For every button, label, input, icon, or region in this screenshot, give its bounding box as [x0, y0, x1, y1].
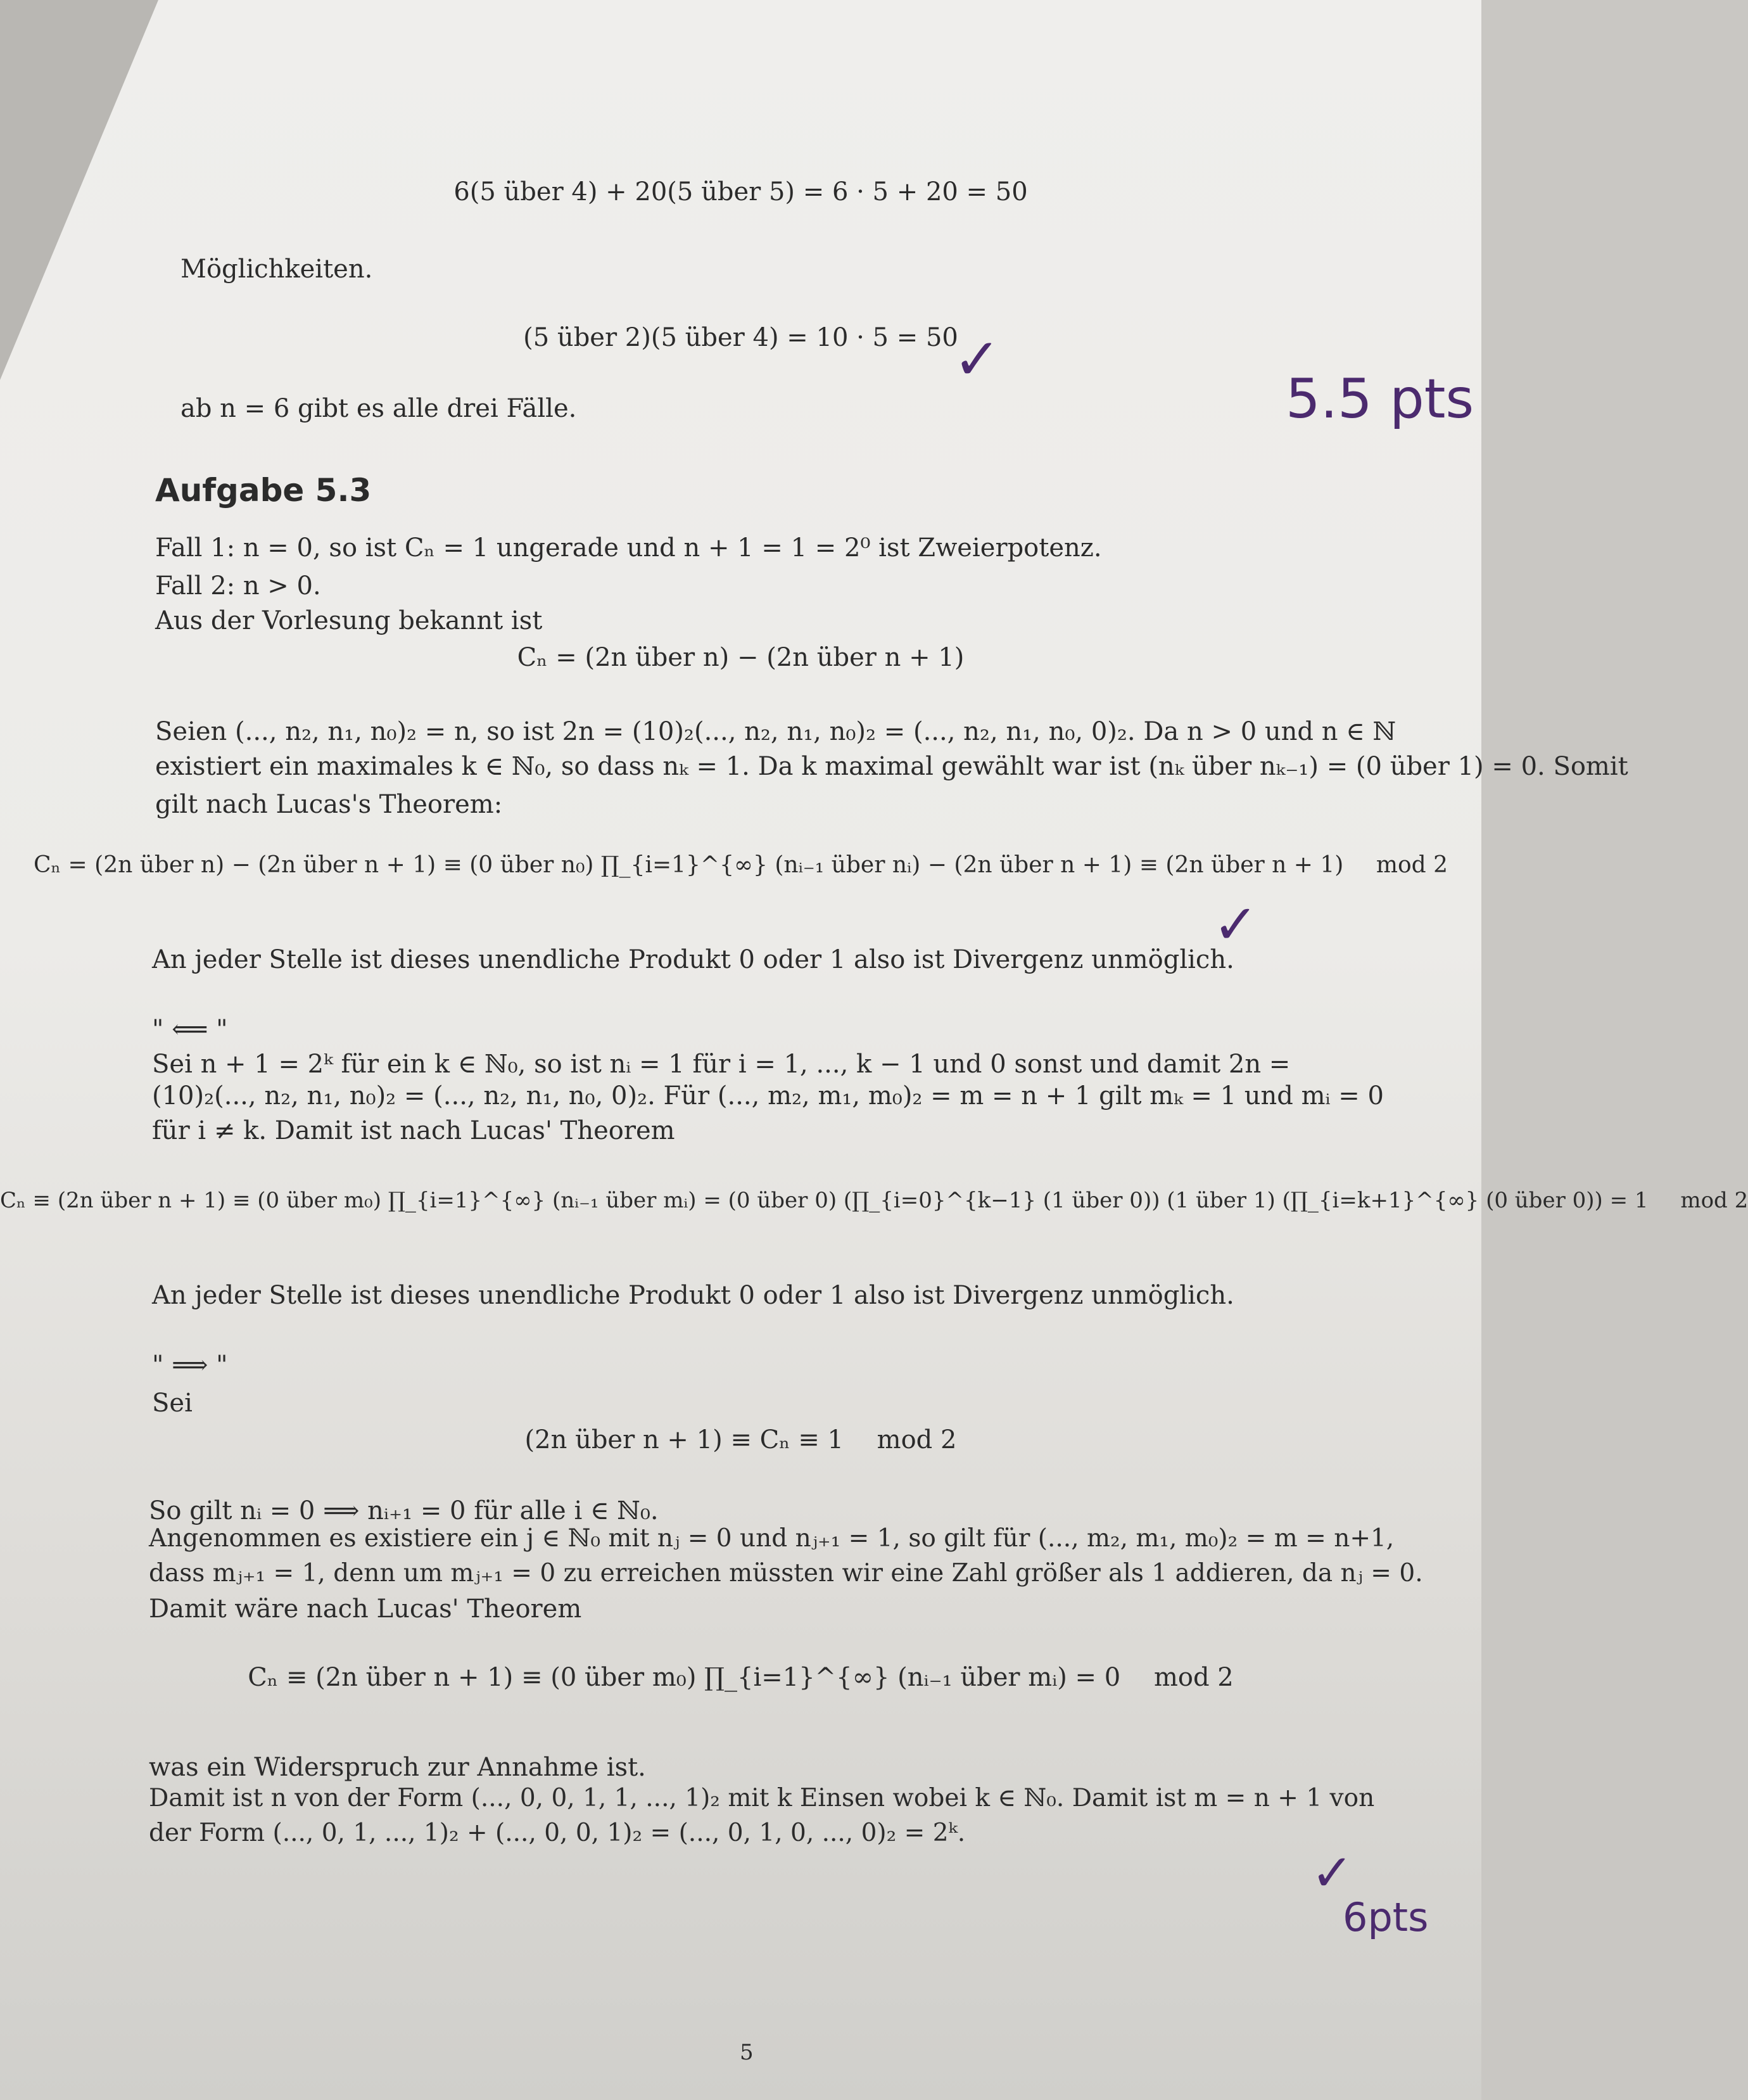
mod-2-label: mod 2 — [1680, 1188, 1748, 1213]
paragraph-2-line-2: existiert ein maximales k ∈ ℕ₀, so dass nₖ = 1. Da k maximal gewählt war ist (nₖ über nₖ₋₁) = (0 über 1) = 0. Somit — [155, 752, 1628, 781]
paragraph-4-line-3: für i ≠ k. Damit ist nach Lucas' Theorem — [152, 1116, 675, 1145]
equation-7-text: Cₙ ≡ (2n über n + 1) ≡ (0 über m₀) ∏_{i=1}^{∞} (nᵢ₋₁ über mᵢ) = 0 — [248, 1663, 1121, 1692]
equation-7 — [0, 1663, 1481, 1692]
checkmark-icon: ✓ — [1213, 893, 1259, 957]
fall-2: Fall 2: n > 0. — [155, 571, 321, 601]
equation-6-text: (2n über n + 1) ≡ Cₙ ≡ 1 — [524, 1425, 844, 1454]
paragraph-7-line-1: was ein Widerspruch zur Annahme ist. — [149, 1753, 646, 1782]
paragraph-5: An jeder Stelle ist dieses unendliche Produkt 0 oder 1 also ist Divergenz unmöglich. — [152, 1281, 1234, 1310]
paragraph-3: An jeder Stelle ist dieses unendliche Produkt 0 oder 1 also ist Divergenz unmöglich. — [152, 945, 1234, 974]
paragraph-6-line-2: Angenommen es existiere ein j ∈ ℕ₀ mit nⱼ = 0 und nⱼ₊₁ = 1, so gilt für (..., m₂, m₁, m₀)₂ = m = n+1, — [149, 1524, 1395, 1553]
equation-4 — [0, 852, 1481, 878]
text-sei: Sei — [152, 1389, 193, 1418]
paragraph-4-line-1: Sei n + 1 = 2ᵏ für ein k ∈ ℕ₀, so ist nᵢ = 1 für i = 1, ..., k − 1 und 0 sonst und damit 2n = — [152, 1050, 1291, 1079]
direction-left: " ⟸ " — [152, 1015, 228, 1044]
equation-4-text: Cₙ = (2n über n) − (2n über n + 1) ≡ (0 über n₀) ∏_{i=1}^{∞} (nᵢ₋₁ über nᵢ) − (2n über n + 1) ≡ (2n über n + 1) — [33, 852, 1344, 878]
page-number: 5 — [740, 2040, 754, 2065]
text-moeglichkeiten: Möglichkeiten. — [180, 255, 373, 284]
fall-1: Fall 1: n = 0, so ist Cₙ = 1 ungerade und n + 1 = 1 = 2⁰ ist Zweierpotenz. — [155, 533, 1102, 563]
paragraph-6-line-3: dass mⱼ₊₁ = 1, denn um mⱼ₊₁ = 0 zu erreichen müssten wir eine Zahl größer als 1 addieren, da nⱼ = 0. — [149, 1559, 1423, 1588]
equation-1-text: 6(5 über 4) + 20(5 über 5) = 6 · 5 + 20 = 50 — [453, 177, 1028, 207]
paragraph-4-line-2: (10)₂(..., n₂, n₁, n₀)₂ = (..., n₂, n₁, n₀, 0)₂. Für (..., m₂, m₁, m₀)₂ = m = n + 1 gilt mₖ = 1 und mᵢ = 0 — [152, 1081, 1384, 1110]
paragraph-6-line-4: Damit wäre nach Lucas' Theorem — [149, 1594, 582, 1624]
vorlesung-line: Aus der Vorlesung bekannt ist — [155, 606, 543, 635]
direction-right: " ⟹ " — [152, 1351, 228, 1380]
handwritten-score-1: 5.5 pts — [1286, 367, 1474, 431]
equation-5-text: Cₙ ≡ (2n über n + 1) ≡ (0 über m₀) ∏_{i=1}^{∞} (nᵢ₋₁ über mᵢ) = (0 über 0) (∏_{i=0}^{k−1} (1 über 0)) (1 über 1) (∏_{i=k+1}^{∞} (0 über 0)) = 1 — [0, 1188, 1649, 1213]
checkmark-icon: ✓ — [1311, 1843, 1354, 1902]
mod-2-label: mod 2 — [877, 1425, 957, 1454]
paragraph-2-line-3: gilt nach Lucas's Theorem: — [155, 790, 503, 819]
paragraph-7-line-3: der Form (..., 0, 1, ..., 1)₂ + (..., 0, 0, 1)₂ = (..., 0, 1, 0, ..., 0)₂ = 2ᵏ. — [149, 1819, 966, 1847]
mod-2-label: mod 2 — [1153, 1663, 1234, 1692]
equation-2 — [0, 323, 1481, 352]
equation-1 — [0, 177, 1481, 207]
text-ab-n-6: ab n = 6 gibt es alle drei Fälle. — [180, 394, 577, 423]
equation-5 — [0, 1188, 1748, 1213]
checkmark-icon: ✓ — [953, 326, 1001, 393]
equation-3 — [0, 643, 1481, 672]
equation-2-text: (5 über 2)(5 über 4) = 10 · 5 = 50 — [523, 323, 958, 352]
mod-2-label: mod 2 — [1376, 852, 1448, 878]
paragraph-6-line-1: So gilt nᵢ = 0 ⟹ nᵢ₊₁ = 0 für alle i ∈ ℕ₀. — [149, 1496, 659, 1525]
section-heading: Aufgabe 5.3 — [155, 472, 372, 509]
paragraph-2-line-1: Seien (..., n₂, n₁, n₀)₂ = n, so ist 2n = (10)₂(..., n₂, n₁, n₀)₂ = (..., n₂, n₁, n₀, 0)₂. Da n > 0 und n ∈ ℕ — [155, 717, 1396, 746]
equation-3-text: Cₙ = (2n über n) − (2n über n + 1) — [517, 643, 965, 672]
equation-6 — [0, 1425, 1481, 1454]
handwritten-score-2: 6pts — [1343, 1894, 1429, 1940]
paragraph-7-line-2: Damit ist n von der Form (..., 0, 0, 1, 1, ..., 1)₂ mit k Einsen wobei k ∈ ℕ₀. Damit ist m = n + 1 von — [149, 1784, 1375, 1812]
